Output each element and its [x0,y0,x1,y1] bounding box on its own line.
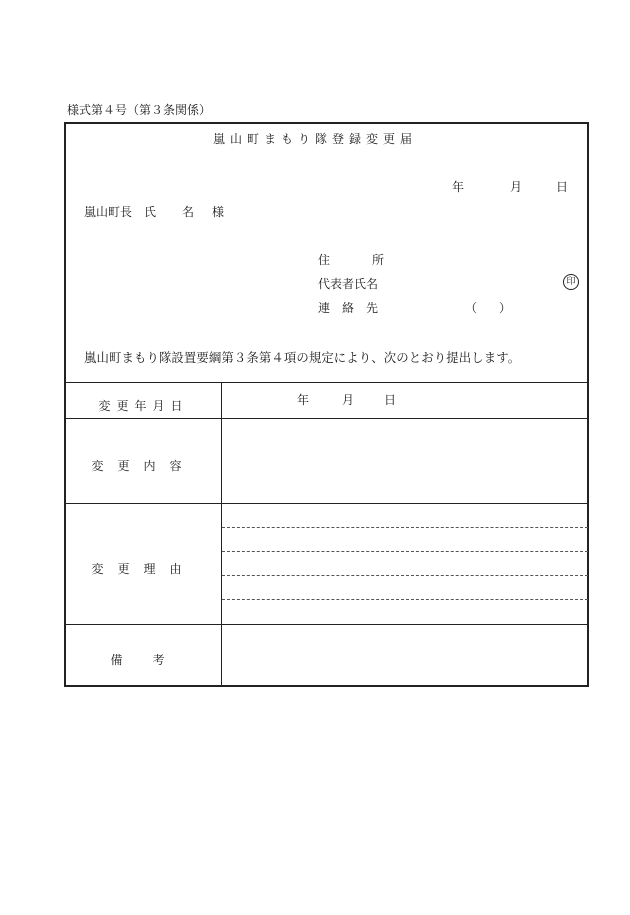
addressee [84,203,224,220]
addressee-mei: 名 [182,205,195,219]
address-label-2: 所 [372,253,385,267]
form-number: 様式第４号（第３条関係） [67,103,212,117]
contact-paren-close: ） [499,301,512,315]
address-label [318,251,384,268]
contact-label [318,299,378,316]
contact-paren-open: （ [465,301,478,315]
representative-label: 代表者氏名 [318,277,379,291]
contact-label-3: 先 [366,301,379,315]
submission-statement: 嵐山町まもり隊設置要綱第３条第４項の規定により、次のとおり提出します。 [84,350,521,365]
contact-parentheses [465,299,511,316]
row-divider-3 [65,624,588,625]
contact-label-1: 連 [318,301,331,315]
contact-label-2: 絡 [342,301,355,315]
row-divider-2 [65,503,588,504]
change-date-year: 年 [297,393,310,407]
addressee-mayor: 嵐山町長 [84,205,133,219]
address-label-1: 住 [318,253,331,267]
reason-ruled-line-3 [222,575,588,576]
addressee-sama: 様 [212,205,225,219]
remarks-label: 備考 [110,653,195,667]
reason-ruled-line-4 [222,599,588,600]
date-year-label: 年 [452,180,465,194]
seal-mark: 印 [563,274,579,290]
change-date-label: 変更年月日 [98,399,189,413]
change-content-label: 変更内容 [91,459,196,473]
table-top-rule [65,382,588,383]
form-title: 嵐山町まもり隊登録変更届 [212,132,417,146]
reason-ruled-line-1 [222,527,588,528]
change-date-month: 月 [342,393,355,407]
row-divider-1 [65,418,588,419]
change-reason-label: 変更理由 [91,562,196,576]
addressee-shi: 氏 [144,205,157,219]
column-divider [221,382,222,686]
change-date-day: 日 [384,393,397,407]
date-day-label: 日 [556,180,569,194]
reason-ruled-line-2 [222,551,588,552]
date-month-label: 月 [510,180,523,194]
